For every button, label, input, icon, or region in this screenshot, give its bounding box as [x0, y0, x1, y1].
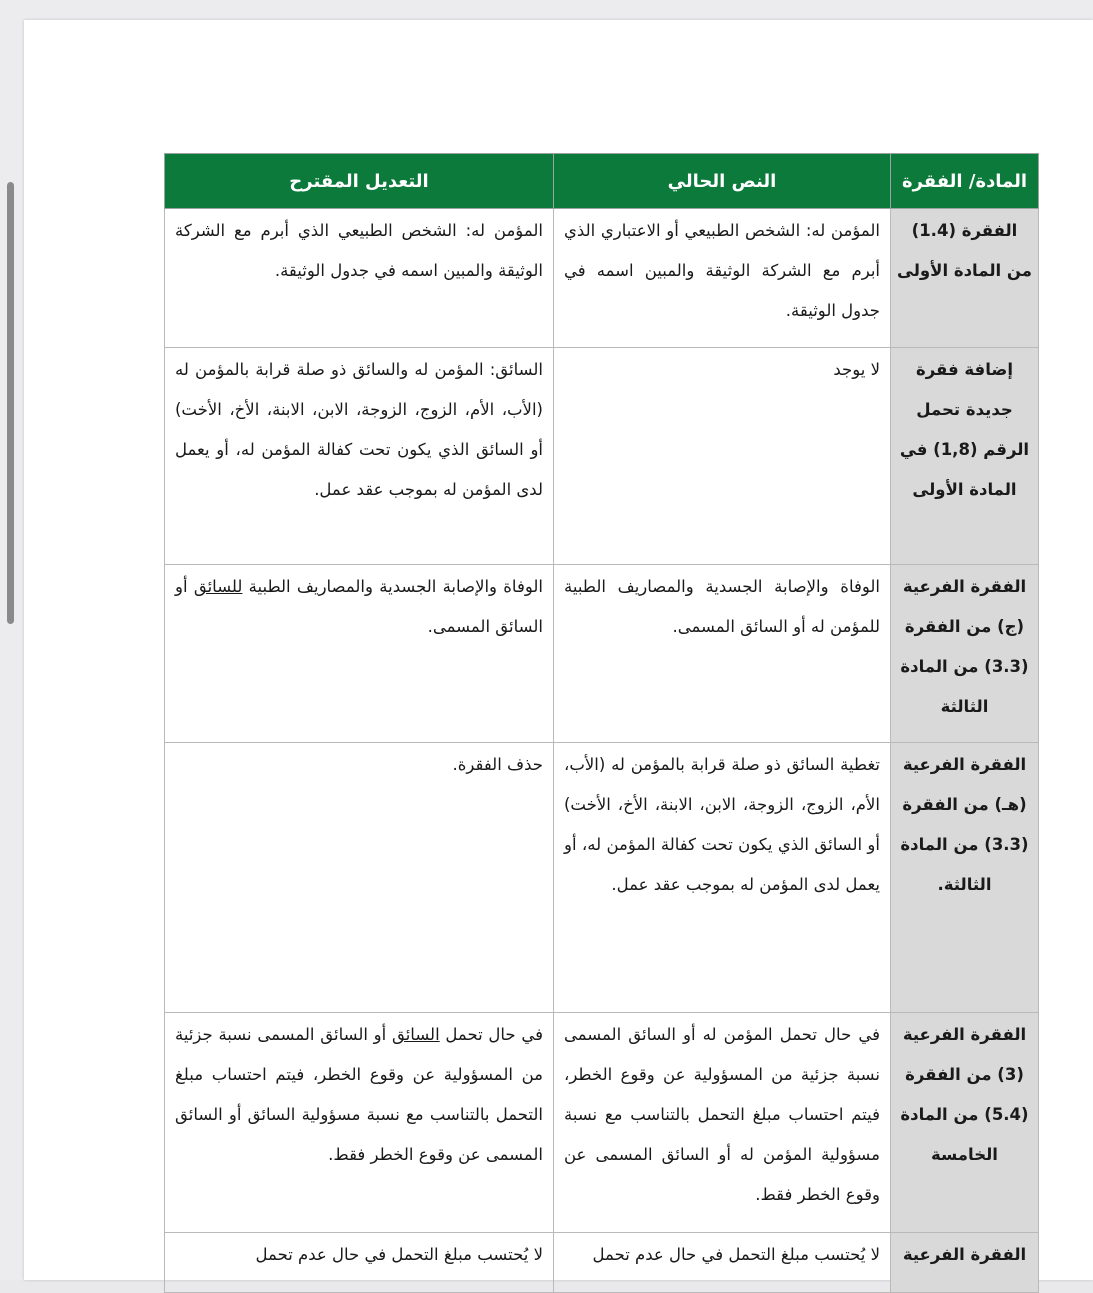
current-text-cell: لا يُحتسب مبلغ التحمل في حال عدم تحمل	[554, 1233, 891, 1293]
vertical-scrollbar[interactable]	[7, 182, 14, 624]
article-cell: الفقرة الفرعية (هـ) من الفقرة (3.3) من المادة الثالثة.	[891, 743, 1039, 1013]
table-row	[165, 565, 1039, 743]
table-row	[165, 1013, 1039, 1233]
current-text-cell: في حال تحمل المؤمن له أو السائق المسمى نسبة جزئية من المسؤولية عن وقوع الخطر، فيتم احتساب مبلغ التحمل بالتناسب مع نسبة مسؤولية المؤمن له أو السائق المسمى عن وقوع الخطر فقط.	[554, 1013, 891, 1233]
underlined-term: السائق	[391, 1025, 440, 1044]
proposed-text: أو السائق المسمى نسبة جزئية من المسؤولية عن وقوع الخطر، فيتم احتساب مبلغ التحمل بالتناسب مع نسبة مسؤولية السائق أو السائق المسمى عن وقوع الخطر فقط.	[175, 1025, 543, 1164]
header-proposed-amendment: التعديل المقترح	[165, 154, 554, 209]
proposed-text-cell	[165, 565, 554, 743]
underlined-term: للسائق	[193, 577, 243, 596]
current-text-cell: لا يوجد	[554, 348, 891, 565]
table-row	[165, 1233, 1039, 1293]
article-cell: إضافة فقرة جديدة تحمل الرقم (1,8) في المادة الأولى	[891, 348, 1039, 565]
proposed-text: في حال تحمل	[439, 1025, 543, 1044]
proposed-text: الوفاة والإصابة الجسدية والمصاريف الطبية	[242, 577, 543, 596]
amendments-table	[164, 153, 1039, 1293]
current-text-cell: الوفاة والإصابة الجسدية والمصاريف الطبية للمؤمن له أو السائق المسمى.	[554, 565, 891, 743]
proposed-text-cell	[165, 348, 554, 565]
proposed-text-cell	[165, 743, 554, 1013]
table-header-row	[165, 154, 1039, 209]
current-text-cell: المؤمن له: الشخص الطبيعي أو الاعتباري الذي أبرم مع الشركة الوثيقة والمبين اسمه في جدول الوثيقة.	[554, 209, 891, 348]
proposed-text: أو السائق المسمى.	[175, 577, 543, 636]
header-current-text: النص الحالي	[554, 154, 891, 209]
article-cell: الفقرة (1.4) من المادة الأولى	[891, 209, 1039, 348]
article-cell: الفقرة الفرعية	[891, 1233, 1039, 1293]
document-page	[24, 20, 1093, 1280]
article-cell: الفقرة الفرعية (ج) من الفقرة (3.3) من المادة الثالثة	[891, 565, 1039, 743]
proposed-text: المؤمن له: الشخص الطبيعي الذي أبرم مع الشركة الوثيقة والمبين اسمه في جدول الوثيقة.	[175, 221, 543, 280]
article-cell: الفقرة الفرعية (3) من الفقرة (5.4) من المادة الخامسة	[891, 1013, 1039, 1233]
table-row	[165, 743, 1039, 1013]
table-row	[165, 209, 1039, 348]
table-row	[165, 348, 1039, 565]
proposed-text-cell	[165, 1233, 554, 1293]
current-text-cell: تغطية السائق ذو صلة قرابة بالمؤمن له (الأب، الأم، الزوج، الزوجة، الابن، الابنة، الأخ، الأخت) أو السائق الذي يكون تحت كفالة المؤمن له، أو يعمل لدى المؤمن له بموجب عقد عمل.	[554, 743, 891, 1013]
header-article: المادة/ الفقرة	[891, 154, 1039, 209]
proposed-text: حذف الفقرة.	[452, 755, 543, 774]
proposed-text: لا يُحتسب مبلغ التحمل في حال عدم تحمل	[255, 1245, 543, 1264]
proposed-text-cell	[165, 1013, 554, 1233]
proposed-text-cell	[165, 209, 554, 348]
proposed-text: السائق: المؤمن له والسائق ذو صلة قرابة بالمؤمن له (الأب، الأم، الزوج، الزوجة، الابن، الابنة، الأخ، الأخت) أو السائق الذي يكون تحت كفالة المؤمن له، أو يعمل لدى المؤمن له بموجب عقد عمل.	[175, 360, 543, 499]
